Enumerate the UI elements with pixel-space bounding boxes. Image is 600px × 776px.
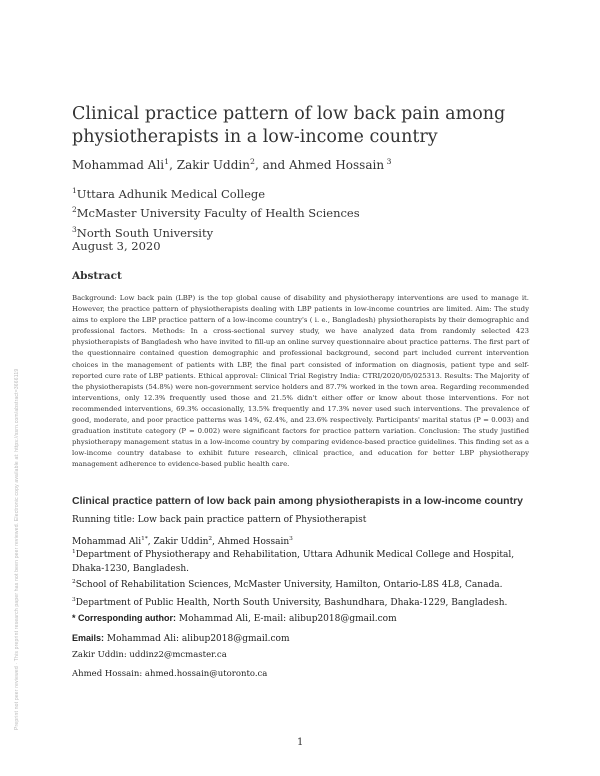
emails-label: Emails: xyxy=(72,633,105,643)
author-1: Mohammad Ali xyxy=(72,158,165,172)
section-author-2: , Zakir Uddin xyxy=(147,537,209,547)
section-affiliation-2 xyxy=(72,579,542,590)
running-title: Running title: Low back pain practice pattern of Physiotherapist xyxy=(72,515,367,525)
corresponding-text: Mohammad Ali, E-mail: alibup2018@gmail.com xyxy=(176,614,397,624)
affiliation-text: McMaster University Faculty of Health Sciences xyxy=(76,206,360,221)
author-2-sup: 2 xyxy=(249,157,255,166)
section-title: Clinical practice pattern of low back pain among physiotherapists in a low-income country xyxy=(72,495,524,507)
section-affiliation-3 xyxy=(72,597,542,608)
paper-title: Clinical practice pattern of low back pain among physiotherapists in a low-income country xyxy=(72,104,506,147)
author-line xyxy=(72,157,392,172)
corresponding-author xyxy=(72,613,542,624)
author-3: Ahmed Hossain xyxy=(288,158,385,172)
abstract-body: Background: Low back pain (LBP) is the top global cause of disability and physiotherapy interventions are used to manage it. However, the practice pattern of physiotherapists dealing with LBP patients in low-income countries are limited. Aim: The study aims to explore the LBP practice pattern of a low-income country's ( i. e., Bangladesh) physiotherapists by their demographic and professional factors. Methods: In a cross-sectional survey study, we have analyzed data from randomly selected 423 physiotherapists of Bangladesh who have invited to fill-up an online survey questionnaire about practice patterns. The first part of the questionnaire contained question demographic and professional background, second part included current intervention choices in the management of patients with LBP, the final part consisted of information on diagnosis, patient type and self-reported cure rate of LBP patients. Ethical approval: Clinical Trial Registry India: CTRI/2020/05/025313. Results: The Majority of the physiotherapists (54.8%) were non-government service holders and 87.7% worked in the town area. Regarding recommended interventions, only 12.3% frequently used those and 21.5% didn't either offer or know about those interventions. For not recommended interventions, 69.3% occasionally, 13.5% frequently and 17.3% never used such interventions. The prevalence of good, moderate, and poor practice patterns was 14%, 62.4%, and 23.6% respectively. Participants' marital status (P = 0.003) and graduation institute category (P = 0.002) were significant factors for practice pattern variation. Conclusion: The study justified physiotherapy management status in a low-income country by comparing evidence-based practice guidelines. This finding set as a low-income country database to exhibit future research, clinical practice, and education for better LBP physiotherapy management adherence to evidence-based public health care. xyxy=(72,294,529,469)
affiliation-text: Department of Physiotherapy and Rehabilitation, Uttara Adhunik Medical College and Hospital, Dhaka-1230, Bangladesh. xyxy=(72,550,515,574)
email-line-2: Zakir Uddin: uddinz2@mcmaster.ca xyxy=(72,650,227,660)
section-author-3-sup: 3 xyxy=(289,536,293,542)
affiliation-2 xyxy=(72,202,360,221)
author-2: Zakir Uddin xyxy=(176,158,250,172)
author-separator: , and xyxy=(254,158,289,172)
paper-date: August 3, 2020 xyxy=(72,239,161,253)
email-line-3: Ahmed Hossain: ahmed.hossain@utoronto.ca xyxy=(72,669,268,679)
section-affiliation-1 xyxy=(72,546,542,576)
section-author-1-sup: 1* xyxy=(141,536,148,542)
section-author-3: , Ahmed Hossain xyxy=(212,537,290,547)
affiliation-text: Department of Public Health, North South University, Bashundhara, Dhaka-1229, Bangladesh. xyxy=(75,598,508,608)
affiliation-sup: 2 xyxy=(72,579,76,585)
affiliation-sup: 1 xyxy=(72,549,76,555)
affiliation-list xyxy=(72,183,360,241)
affiliation-text: North South University xyxy=(76,225,214,240)
section-author-2-sup: 2 xyxy=(208,536,213,542)
emails-text: Mohammad Ali: alibup2018@gmail.com xyxy=(104,634,290,644)
side-preprint-stamp xyxy=(14,110,28,730)
affiliation-text: School of Rehabilitation Sciences, McMaster University, Hamilton, Ontario-L8S 4L8, Canada. xyxy=(75,580,503,590)
affiliation-sup: 3 xyxy=(72,597,76,603)
affiliation-text: Uttara Adhunik Medical College xyxy=(76,186,266,201)
emails-line xyxy=(72,633,542,644)
abstract-heading: Abstract xyxy=(72,270,122,282)
affiliation-sup: 3 xyxy=(72,224,77,234)
author-1-sup: 1 xyxy=(164,157,170,166)
affiliation-1 xyxy=(72,183,360,202)
author-separator: , xyxy=(169,158,177,172)
affiliation-sup: 1 xyxy=(72,186,77,195)
affiliation-sup: 2 xyxy=(72,205,77,215)
page-number: 1 xyxy=(297,737,304,748)
side-stamp-text: Preprint not peer reviewed · This preprint research paper has not been peer reviewed. Electronic copy available at: https://ssrn.com/abstract=3666119 xyxy=(14,368,20,730)
author-3-sup: 3 xyxy=(384,157,392,166)
corresponding-label: * Corresponding author: xyxy=(72,613,176,623)
section-author-1: Mohammad Ali xyxy=(72,537,142,547)
